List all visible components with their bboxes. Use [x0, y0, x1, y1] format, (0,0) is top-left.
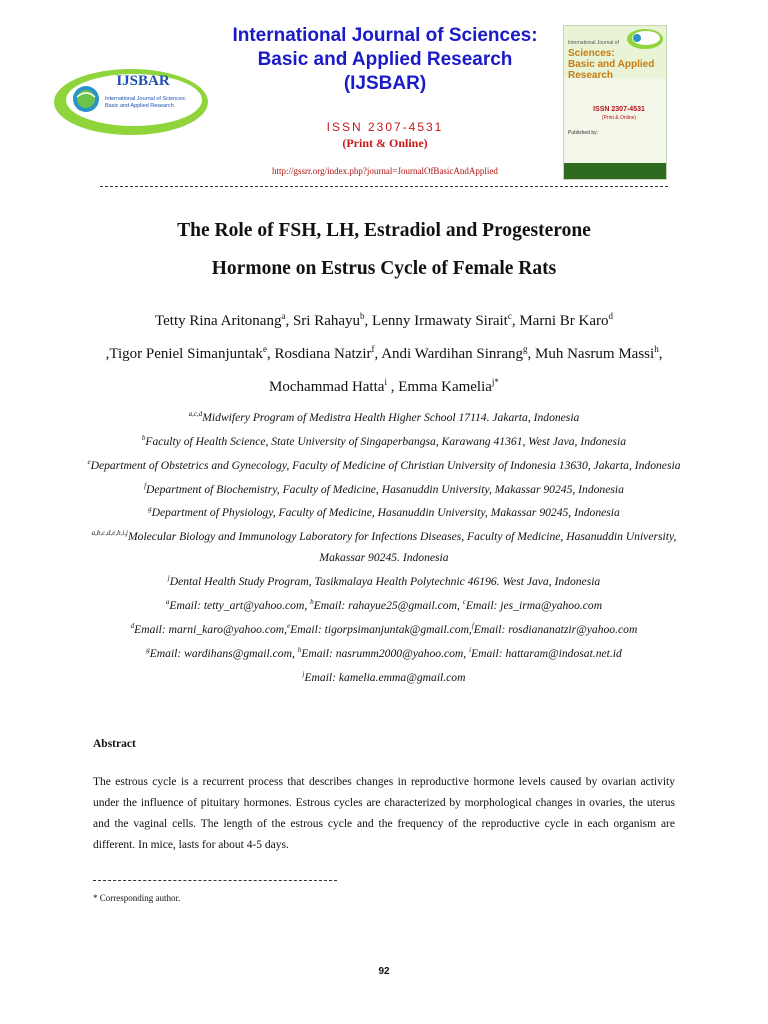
affiliation: $^e$Department of Obstetrics and Gynecology, Faculty of Medicine of Christian University of Indonesia 13630, Jakarta, Indonesia	[87, 457, 681, 472]
author: Tigor Peniel Simanjuntak	[109, 346, 263, 362]
author: Emma Kamelia	[398, 379, 492, 395]
affiliation: $^{a,c,d}$Midwifery Program of Medistra Health Higher School 17114. Jakarta, Indonesia	[188, 410, 580, 424]
logo-subtitle: International Journal of Sciences: Basic and Applied Research	[105, 96, 187, 109]
paper-title-line: Hormone on Estrus Cycle of Female Rats	[211, 258, 557, 279]
cover-published: Published by:	[568, 130, 599, 136]
email-line: $^j$Email: kamelia.emma@gmail.com	[302, 669, 466, 684]
journal-title-line: (IJSBAR)	[343, 73, 427, 94]
email-line: $^a$Email: tetty_art@yahoo.com, $^b$Email: rahayue25@gmail.com, $^c$Email: jes_irma@yahoo.com	[165, 598, 603, 612]
cover-title: Sciences: Basic and Applied Research	[568, 48, 655, 81]
author: Andi Wardihan Sinrang	[381, 346, 524, 362]
cover-issn: ISSN 2307-4531	[593, 106, 645, 113]
author: Sri Rahayu	[292, 313, 361, 329]
author: Mochammad Hatta	[269, 379, 385, 395]
cover-logo-icon	[626, 28, 664, 50]
email[interactable]: Email: rahayue25@gmail.com,	[313, 598, 463, 612]
email[interactable]: Email: wardihans@gmail.com,	[149, 646, 298, 660]
journal-title-line: International Journal of Sciences:	[232, 25, 538, 46]
email[interactable]: Email: tetty_art@yahoo.com,	[169, 598, 311, 612]
cover-small-title: International Journal of	[568, 40, 619, 46]
email[interactable]: Email: marni_karo@yahoo.com,	[134, 622, 288, 636]
abstract-heading: Abstract	[93, 738, 136, 750]
cover-footer-bar	[564, 163, 666, 179]
email-line: $^d$Email: marni_karo@yahoo.com,$^e$Email: tigorpsimanjuntak@gmail.com,$^f$Email: rosdiananatzir@yahoo.com	[130, 621, 638, 636]
abstract-text: The estrous cycle is a recurrent process that describes changes in reproductive hormone levels caused by ovarian activity under the influence of pituitary hormones. Estrous cycles are characterized by morphological changes in ovaries, the uterus and the vaginal cells. The length of the estrous cycle and the frequency of the reproductive cycle in each organism are different. In mice, lasts for about 4-5 days.	[93, 776, 675, 851]
email[interactable]: Email: jes_irma@yahoo.com	[465, 598, 603, 612]
author: Lenny Irmawaty Sirait	[372, 313, 508, 329]
email[interactable]: Email: nasrumm2000@yahoo.com,	[301, 646, 470, 660]
paper-title-line: The Role of FSH, LH, Estradiol and Progesterone	[177, 220, 591, 241]
affiliations	[86, 404, 682, 687]
cover-print: (Print & Online)	[601, 115, 637, 121]
footnote: * Corresponding author.	[93, 893, 181, 903]
journal-cover-image	[563, 25, 667, 180]
affiliation: $^f$Department of Biochemistry, Faculty of Medicine, Hasanuddin University, Makassar 90245, Indonesia	[144, 481, 624, 496]
affiliation: $^{a,b,c,d,e,h,i,j}$Molecular Biology and Immunology Laboratory for Infections Diseases, Faculty of Medicine, Hasanuddin University, Makassar 90245. Indonesia	[91, 529, 677, 565]
email[interactable]: Email: rosdiananatzir@yahoo.com	[473, 622, 638, 636]
logo-text: IJSBAR	[116, 73, 170, 89]
affiliation: $^g$Department of Physiology, Faculty of Medicine, Hasanuddin University, Makassar 90245, Indonesia	[148, 505, 620, 520]
affiliation: $^j$Dental Health Study Program, Tasikmalaya Health Polytechnic 46196. West Java, Indonesia	[167, 574, 601, 589]
journal-title	[200, 24, 570, 96]
page-number: 92	[378, 966, 390, 977]
affiliation: $^b$Faculty of Health Science, State University of Singaperbangsa, Karawang 41361, West Java, Indonesia	[141, 433, 627, 448]
footnote-divider	[93, 880, 337, 881]
email-line: $^g$Email: wardihans@gmail.com, $^h$Email: nasrumm2000@yahoo.com, $^i$Email: hattaram@indosat.net.id	[146, 645, 622, 660]
header-divider	[100, 186, 668, 187]
author: Marni Br Karo	[519, 313, 609, 329]
author: Muh Nasrum Massi	[535, 346, 655, 362]
journal-title-line: Basic and Applied Research	[257, 49, 513, 70]
journal-url[interactable]: http://gssrr.org/index.php?journal=JournalOfBasicAndApplied	[272, 166, 498, 176]
email[interactable]: Email: kamelia.emma@gmail.com	[304, 670, 466, 684]
print-online: (Print & Online)	[342, 136, 428, 150]
issn: ISSN 2307-4531	[326, 120, 444, 134]
author: Tetty Rina Aritonang	[155, 313, 282, 329]
email[interactable]: Email: hattaram@indosat.net.id	[471, 646, 622, 660]
author-list: Tetty Rina Aritonang$^a$, Sri Rahayu$^b$, Lenny Irmawaty Sirait$^c$, Marni Br Karo$^d$ ,Tigor Peniel Simanjuntak$^e$, Rosdiana Natzir$^f$, Andi Wardihan Sinrang$^g$, Muh Nasrum Massi$^h$, Mochammad Hatta$^i$ , Emma Kamelia$^{j*}$	[105, 311, 663, 395]
email[interactable]: Email: tigorpsimanjuntak@gmail.com,	[290, 622, 472, 636]
paper-title	[100, 212, 668, 288]
author: Rosdiana Natzir	[274, 346, 372, 362]
